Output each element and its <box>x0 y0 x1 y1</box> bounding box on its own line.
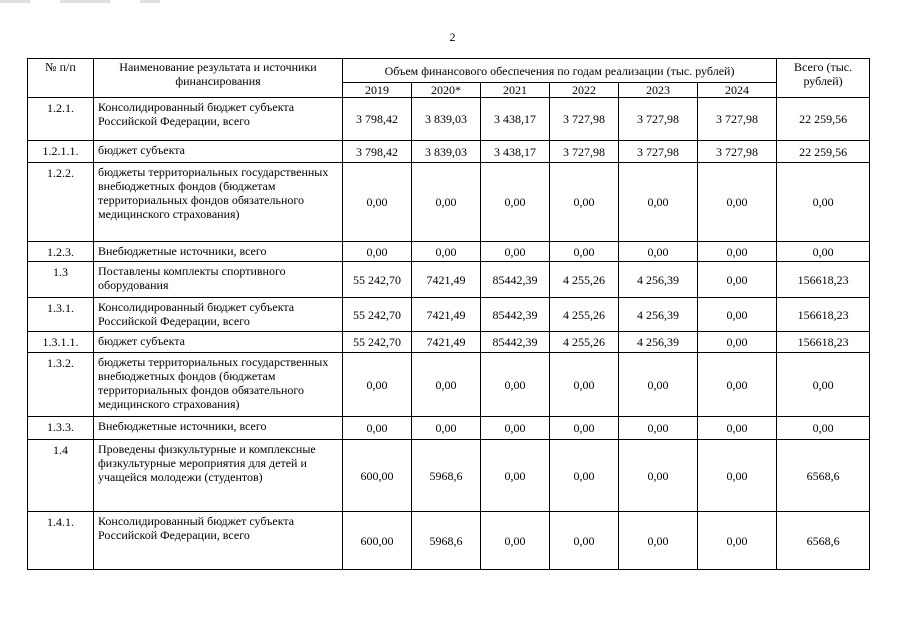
row-name: Внебюджетные источники, всего <box>94 242 343 262</box>
row-name: бюджет субъекта <box>94 141 343 163</box>
row-total: 6568,6 <box>777 440 870 512</box>
row-value: 7421,49 <box>412 332 481 353</box>
row-value: 4 256,39 <box>619 262 698 298</box>
row-name: Внебюджетные источники, всего <box>94 417 343 440</box>
row-value: 0,00 <box>481 440 550 512</box>
row-value: 7421,49 <box>412 262 481 298</box>
row-value: 0,00 <box>412 163 481 242</box>
header-year: 2024 <box>698 83 777 98</box>
row-total: 156618,23 <box>777 332 870 353</box>
row-number: 1.3 <box>28 262 94 298</box>
table-row <box>28 98 870 141</box>
row-total: 6568,6 <box>777 512 870 570</box>
row-value: 0,00 <box>343 242 412 262</box>
row-value: 0,00 <box>619 353 698 417</box>
row-value: 55 242,70 <box>343 332 412 353</box>
row-number: 1.3.3. <box>28 417 94 440</box>
row-value: 0,00 <box>619 242 698 262</box>
financing-table <box>27 58 870 570</box>
table-row <box>28 512 870 570</box>
row-name: бюджеты территориальных государственных внебюджетных фондов (бюджетам территориальных фондов обязательного медицинского страхования) <box>94 353 343 417</box>
row-value: 0,00 <box>550 512 619 570</box>
row-value: 0,00 <box>481 353 550 417</box>
row-value: 0,00 <box>698 440 777 512</box>
row-value: 3 727,98 <box>619 141 698 163</box>
row-value: 600,00 <box>343 440 412 512</box>
header-total: Всего (тыс. рублей) <box>777 59 870 98</box>
row-value: 0,00 <box>343 163 412 242</box>
table-row <box>28 242 870 262</box>
header-volume: Объем финансового обеспечения по годам реализации (тыс. рублей) <box>343 59 777 83</box>
row-value: 0,00 <box>481 512 550 570</box>
row-number: 1.2.1. <box>28 98 94 141</box>
header-name: Наименование результата и источники финансирования <box>94 59 343 98</box>
table-row <box>28 440 870 512</box>
row-value: 3 727,98 <box>550 98 619 141</box>
row-value: 3 727,98 <box>698 98 777 141</box>
row-number: 1.3.2. <box>28 353 94 417</box>
row-value: 0,00 <box>619 512 698 570</box>
page-number: 2 <box>449 30 456 44</box>
row-value: 85442,39 <box>481 332 550 353</box>
row-value: 3 798,42 <box>343 141 412 163</box>
row-name: Проведены физкультурные и комплексные физкультурные мероприятия для детей и учащейся молодежи (студентов) <box>94 440 343 512</box>
table-row <box>28 417 870 440</box>
row-number: 1.4.1. <box>28 512 94 570</box>
row-total: 22 259,56 <box>777 98 870 141</box>
row-total: 156618,23 <box>777 262 870 298</box>
row-value: 0,00 <box>698 353 777 417</box>
row-value: 0,00 <box>698 417 777 440</box>
row-value: 0,00 <box>412 242 481 262</box>
row-value: 85442,39 <box>481 262 550 298</box>
row-name: Консолидированный бюджет субъекта Российской Федерации, всего <box>94 298 343 332</box>
row-value: 85442,39 <box>481 298 550 332</box>
row-total: 156618,23 <box>777 298 870 332</box>
row-total: 0,00 <box>777 417 870 440</box>
row-number: 1.2.2. <box>28 163 94 242</box>
header-year: 2022 <box>550 83 619 98</box>
row-number: 1.4 <box>28 440 94 512</box>
row-value: 4 255,26 <box>550 262 619 298</box>
table-row <box>28 262 870 298</box>
row-number: 1.2.1.1. <box>28 141 94 163</box>
row-value: 3 438,17 <box>481 98 550 141</box>
table-row <box>28 163 870 242</box>
table-row <box>28 332 870 353</box>
row-name: Поставлены комплекты спортивного оборудования <box>94 262 343 298</box>
row-value: 3 727,98 <box>619 98 698 141</box>
row-value: 0,00 <box>550 163 619 242</box>
row-value: 3 727,98 <box>698 141 777 163</box>
row-value: 5968,6 <box>412 440 481 512</box>
row-value: 0,00 <box>481 417 550 440</box>
row-value: 4 256,39 <box>619 298 698 332</box>
row-value: 3 438,17 <box>481 141 550 163</box>
table-row <box>28 298 870 332</box>
header-number: № п/п <box>28 59 94 98</box>
row-value: 0,00 <box>550 353 619 417</box>
row-value: 600,00 <box>343 512 412 570</box>
row-total: 0,00 <box>777 353 870 417</box>
row-value: 0,00 <box>698 298 777 332</box>
row-name: бюджет субъекта <box>94 332 343 353</box>
row-value: 5968,6 <box>412 512 481 570</box>
row-value: 3 839,03 <box>412 98 481 141</box>
row-value: 55 242,70 <box>343 298 412 332</box>
row-value: 0,00 <box>550 440 619 512</box>
row-value: 4 256,39 <box>619 332 698 353</box>
header-year: 2020* <box>412 83 481 98</box>
row-value: 0,00 <box>698 163 777 242</box>
row-value: 0,00 <box>698 332 777 353</box>
table-row <box>28 353 870 417</box>
row-value: 4 255,26 <box>550 332 619 353</box>
header-year: 2021 <box>481 83 550 98</box>
row-value: 0,00 <box>412 417 481 440</box>
row-value: 0,00 <box>550 242 619 262</box>
row-number: 1.3.1. <box>28 298 94 332</box>
row-value: 3 798,42 <box>343 98 412 141</box>
row-name: Консолидированный бюджет субъекта Российской Федерации, всего <box>94 512 343 570</box>
row-value: 0,00 <box>412 353 481 417</box>
row-value: 0,00 <box>343 417 412 440</box>
table-row <box>28 141 870 163</box>
row-value: 0,00 <box>698 242 777 262</box>
row-value: 0,00 <box>481 242 550 262</box>
row-value: 0,00 <box>550 417 619 440</box>
row-number: 1.2.3. <box>28 242 94 262</box>
row-value: 0,00 <box>698 512 777 570</box>
row-value: 3 839,03 <box>412 141 481 163</box>
row-value: 55 242,70 <box>343 262 412 298</box>
row-value: 0,00 <box>619 163 698 242</box>
header-year: 2023 <box>619 83 698 98</box>
row-value: 0,00 <box>343 353 412 417</box>
row-value: 0,00 <box>619 417 698 440</box>
row-value: 4 255,26 <box>550 298 619 332</box>
row-value: 0,00 <box>698 262 777 298</box>
header-year: 2019 <box>343 83 412 98</box>
row-name: бюджеты территориальных государственных внебюджетных фондов (бюджетам территориальных фондов обязательного медицинского страхования) <box>94 163 343 242</box>
row-total: 22 259,56 <box>777 141 870 163</box>
row-value: 7421,49 <box>412 298 481 332</box>
row-total: 0,00 <box>777 242 870 262</box>
row-name: Консолидированный бюджет субъекта Российской Федерации, всего <box>94 98 343 141</box>
row-value: 0,00 <box>481 163 550 242</box>
row-number: 1.3.1.1. <box>28 332 94 353</box>
row-value: 3 727,98 <box>550 141 619 163</box>
row-total: 0,00 <box>777 163 870 242</box>
row-value: 0,00 <box>619 440 698 512</box>
scan-edge-artifact <box>0 0 210 3</box>
